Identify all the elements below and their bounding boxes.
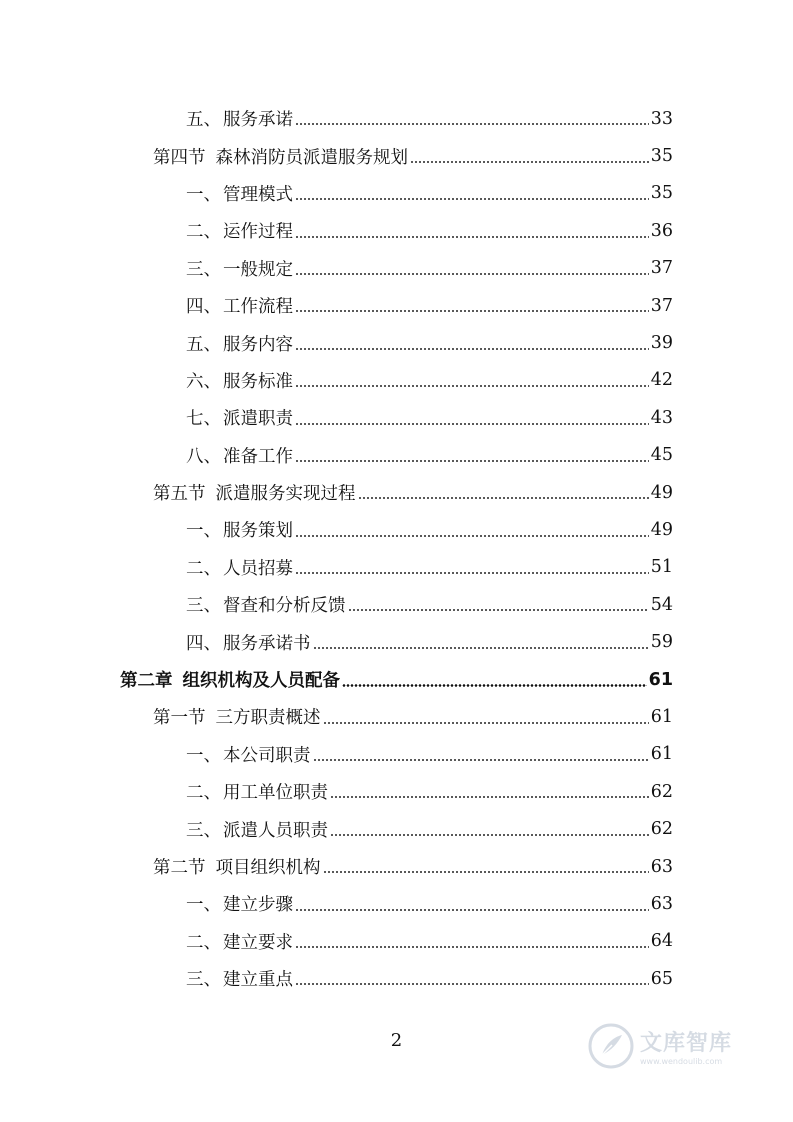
- toc-title: 派遣服务实现过程: [215, 484, 356, 505]
- toc-leader-dots: [330, 796, 649, 798]
- toc-page-number: 42: [650, 370, 673, 391]
- toc-leader-dots: [313, 647, 649, 649]
- toc-title: 服务标准: [223, 371, 293, 392]
- toc-page-number: 64: [650, 931, 673, 952]
- toc-number: 二、: [186, 222, 221, 243]
- toc-leader-dots: [323, 871, 649, 873]
- toc-title: 建立要求: [223, 932, 293, 953]
- toc-label: [186, 218, 293, 243]
- toc-page-number: 43: [650, 407, 673, 428]
- toc-entry-item[interactable]: [0, 212, 793, 249]
- toc-leader-dots: [295, 983, 649, 985]
- toc-entry-item[interactable]: [0, 586, 793, 623]
- toc-title: 人员招募: [223, 558, 293, 579]
- toc-leader-dots: [295, 385, 649, 387]
- toc-entry-item[interactable]: [0, 736, 793, 773]
- toc-label: [186, 592, 346, 617]
- toc-number: 三、: [186, 596, 221, 617]
- toc-leader-dots: [295, 460, 649, 462]
- toc-label: [186, 443, 293, 468]
- toc-entry-item[interactable]: [0, 250, 793, 287]
- toc-label: [186, 106, 293, 131]
- toc-number: 四、: [186, 297, 221, 318]
- toc-entry-item[interactable]: [0, 100, 793, 137]
- toc-label: [153, 480, 356, 505]
- toc-page-number: 51: [650, 557, 673, 578]
- toc-label: [186, 181, 293, 206]
- toc-entry-item[interactable]: [0, 885, 793, 922]
- toc-page-number: 36: [650, 220, 673, 241]
- toc-title: 运作过程: [223, 222, 293, 243]
- toc-title: 一般规定: [223, 259, 293, 280]
- toc-label: [186, 555, 293, 580]
- toc-number: 第二节: [153, 858, 206, 878]
- toc-leader-dots: [295, 236, 649, 238]
- toc-entry-item[interactable]: [0, 324, 793, 361]
- toc-entry-item[interactable]: [0, 923, 793, 960]
- toc-entry-item[interactable]: [0, 623, 793, 660]
- toc-page-number: 59: [650, 632, 673, 653]
- toc-page-number: 33: [650, 108, 673, 129]
- toc-page-number: 39: [650, 333, 673, 354]
- toc-page-number: 61: [650, 706, 673, 727]
- toc-number: 六、: [186, 371, 221, 392]
- toc-page-number: 62: [650, 781, 673, 802]
- toc-title: 工作流程: [223, 297, 293, 318]
- toc-entry-item[interactable]: [0, 437, 793, 474]
- toc-page-number: 35: [650, 146, 673, 167]
- toc-leader-dots: [295, 310, 649, 312]
- toc-entry-item[interactable]: [0, 175, 793, 212]
- toc-entry-item[interactable]: [0, 960, 793, 997]
- toc-title: 项目组织机构: [215, 858, 321, 878]
- toc-leader-dots: [295, 946, 649, 948]
- toc-entry-item[interactable]: [0, 773, 793, 810]
- toc-entry-section[interactable]: [0, 848, 793, 885]
- toc-leader-dots: [358, 497, 649, 499]
- toc-number: 二、: [186, 783, 221, 804]
- toc-leader-dots: [348, 609, 649, 611]
- toc-number: 五、: [186, 110, 221, 131]
- toc-leader-dots: [342, 684, 647, 687]
- toc-label: [153, 854, 321, 879]
- toc-entry-item[interactable]: [0, 511, 793, 548]
- toc-page-number: 61: [648, 669, 673, 690]
- toc-title: 派遣人员职责: [223, 820, 328, 841]
- toc-label: [186, 256, 293, 281]
- feather-logo-icon: [588, 1023, 634, 1069]
- toc-leader-dots: [313, 759, 649, 761]
- toc-title: 服务承诺: [223, 110, 293, 131]
- toc-leader-dots: [295, 535, 649, 537]
- toc-page-number: 45: [650, 445, 673, 466]
- toc-leader-dots: [330, 834, 649, 836]
- toc-entry-item[interactable]: [0, 362, 793, 399]
- toc-number: 四、: [186, 633, 221, 654]
- toc-number: 第四节: [153, 147, 206, 168]
- toc-number: 三、: [186, 970, 221, 991]
- toc-label: [186, 630, 311, 655]
- toc-page-number: 49: [650, 519, 673, 540]
- toc-number: 八、: [186, 446, 221, 467]
- toc-entry-section[interactable]: [0, 698, 793, 735]
- toc-label: [186, 331, 293, 356]
- watermark: [588, 1016, 768, 1076]
- toc-leader-dots: [295, 572, 649, 574]
- toc-number: 二、: [186, 932, 221, 953]
- toc-page-number: 61: [650, 744, 673, 765]
- toc-page-number: 63: [650, 893, 673, 914]
- toc-title: 派遣职责: [223, 409, 293, 430]
- toc-leader-dots: [295, 909, 649, 911]
- watermark-title: 文库智库: [640, 1031, 733, 1056]
- toc-page-number: 37: [650, 258, 673, 279]
- toc-title: 督查和分析反馈: [223, 596, 346, 617]
- toc-page-number: 65: [650, 968, 673, 989]
- toc-page-number: 37: [650, 295, 673, 316]
- toc-label: [186, 405, 293, 430]
- toc-number: 五、: [186, 334, 221, 355]
- toc-page-number: 63: [650, 856, 673, 877]
- toc-leader-dots: [295, 423, 649, 425]
- toc-page-number: 49: [650, 482, 673, 503]
- toc-title: 森林消防员派遣服务规划: [215, 147, 408, 168]
- toc-number: 七、: [186, 409, 221, 430]
- toc-leader-dots: [295, 123, 649, 125]
- toc-title: 三方职责概述: [215, 708, 321, 729]
- toc-title: 服务承诺书: [223, 633, 311, 654]
- toc-label: [153, 144, 408, 169]
- toc-number: 三、: [186, 259, 221, 280]
- toc-label: [186, 368, 293, 393]
- table-of-contents: [0, 100, 793, 997]
- toc-number: 二、: [186, 558, 221, 579]
- toc-title: 用工单位职责: [223, 783, 328, 804]
- toc-title: 管理模式: [223, 184, 293, 205]
- toc-page-number: 62: [650, 819, 673, 840]
- toc-title: 服务内容: [223, 334, 293, 355]
- toc-title: 建立步骤: [223, 895, 293, 916]
- toc-leader-dots: [295, 198, 649, 200]
- toc-label: [186, 293, 293, 318]
- toc-title: 服务策划: [223, 521, 293, 542]
- toc-entry-item[interactable]: [0, 810, 793, 847]
- toc-entry-item[interactable]: [0, 287, 793, 324]
- toc-title: 本公司职责: [223, 745, 311, 766]
- toc-number: 第二章: [120, 671, 173, 692]
- toc-number: 三、: [186, 820, 221, 841]
- toc-label: [186, 966, 293, 991]
- toc-label: [186, 517, 293, 542]
- toc-leader-dots: [323, 722, 649, 724]
- toc-number: 一、: [186, 745, 221, 766]
- toc-number: 第一节: [153, 708, 206, 729]
- toc-label: [186, 779, 328, 804]
- toc-entry-section[interactable]: [0, 474, 793, 511]
- toc-entry-section[interactable]: [0, 137, 793, 174]
- toc-entry-item[interactable]: [0, 549, 793, 586]
- toc-label: [186, 929, 293, 954]
- toc-title: 准备工作: [223, 446, 293, 467]
- toc-label: [186, 817, 328, 842]
- toc-label: [153, 704, 321, 729]
- toc-page-number: 54: [650, 594, 673, 615]
- toc-number: 一、: [186, 521, 221, 542]
- toc-leader-dots: [295, 273, 649, 275]
- page-number: 2: [390, 1030, 403, 1051]
- toc-entry-item[interactable]: [0, 399, 793, 436]
- toc-number: 一、: [186, 895, 221, 916]
- toc-number: 一、: [186, 184, 221, 205]
- toc-entry-chapter[interactable]: [0, 661, 793, 698]
- toc-title: 建立重点: [223, 970, 293, 991]
- toc-label: [186, 891, 293, 916]
- watermark-url: www.wendoulib.com: [640, 1057, 723, 1066]
- toc-leader-dots: [410, 161, 649, 163]
- toc-number: 第五节: [153, 484, 206, 505]
- toc-label: [120, 667, 340, 692]
- toc-label: [186, 742, 311, 767]
- toc-leader-dots: [295, 348, 649, 350]
- toc-title: 组织机构及人员配备: [182, 671, 340, 692]
- toc-page-number: 35: [650, 183, 673, 204]
